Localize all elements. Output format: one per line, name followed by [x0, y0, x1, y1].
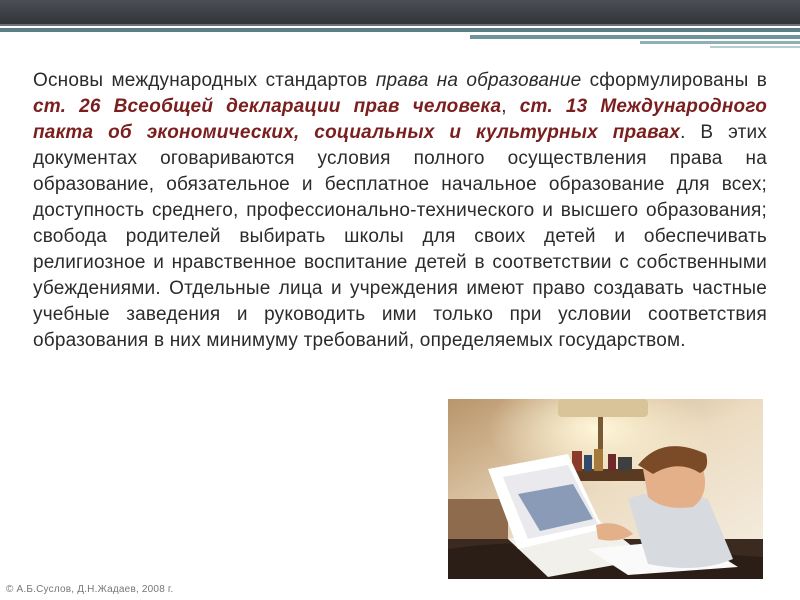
boy-reading-photo — [448, 399, 763, 579]
accent-stripe-4 — [710, 46, 800, 48]
accent-stripe-1 — [0, 28, 800, 32]
intro-text-1: Основы международных стандартов — [33, 70, 368, 91]
intro-text-2: сформулированы в — [589, 70, 767, 91]
comma: , — [501, 96, 507, 117]
paragraph-rest: . В этих документах оговариваются условия полного осуществления права на образование, обязательное и бесплатное начальное образование для всех; доступность среднего, профессионально-технического и высшего образования; свобода родителей выбирать школы для своих детей и обеспечивать религиозное и нравственное воспитание детей в соответствии с собственными убеждениями. Отдельные лица и учреждения имеют право создавать частные учебные заведения и руководить ими только при условии соответствия образования в них минимуму требований, определяемых государством. — [33, 122, 767, 351]
header-band — [0, 0, 800, 26]
main-paragraph — [33, 68, 767, 354]
accent-stripe-3 — [640, 41, 800, 44]
intro-emphasis: права на образование — [375, 70, 582, 91]
photo-illustration — [448, 399, 763, 579]
accent-stripe-2 — [470, 35, 800, 39]
reference-icescr: ст. 13 Международного пакта об экономических, социальных и культурных правах — [33, 96, 767, 143]
accent-stripes — [0, 26, 800, 52]
reference-udhr: ст. 26 Всеобщей декларации прав человека — [33, 96, 502, 117]
copyright-note: © А.Б.Суслов, Д.Н.Жадаев, 2008 г. — [6, 584, 174, 595]
